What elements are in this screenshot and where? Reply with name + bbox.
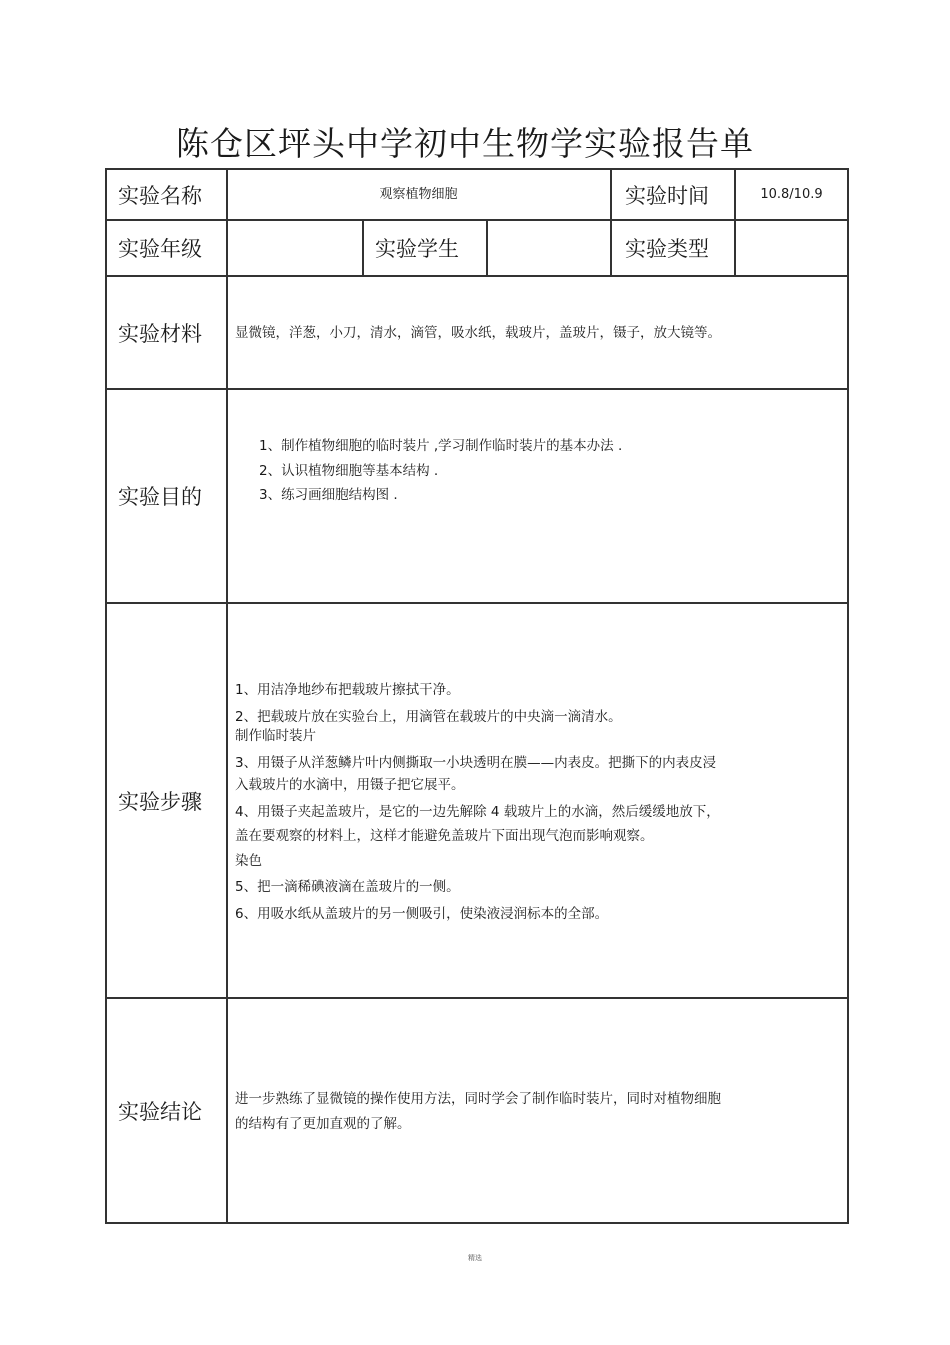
list-item: 染色 (235, 852, 262, 869)
table-divider (105, 388, 849, 390)
experiment-time-value: 10.8/10.9 (760, 187, 823, 202)
table-border (105, 1222, 849, 1224)
conclusion-label: 实验结论 (118, 1099, 202, 1124)
materials-label: 实验材料 (118, 321, 202, 346)
table-divider (105, 602, 849, 604)
list-item: 6、用吸水纸从盖玻片的另一侧吸引，使染液浸润标本的全部。 (235, 905, 609, 922)
list-item: 1、用洁净地纱布把载玻片擦拭干净。 (235, 682, 460, 698)
list-item: 盖在要观察的材料上，这样才能避免盖玻片下面出现气泡而影响观察。 (235, 828, 654, 844)
steps-label: 实验步骤 (118, 789, 202, 814)
steps-list (235, 678, 720, 926)
experiment-grade-label: 实验年级 (118, 237, 202, 261)
purpose-label: 实验目的 (118, 485, 202, 509)
experiment-time-label: 实验时间 (625, 183, 709, 208)
table-border (105, 168, 107, 1223)
text-line: 进一步熟练了显微镜的操作使用方法，同时学会了制作临时装片，同时对植物细胞 (235, 1091, 721, 1107)
list-item: 制作临时装片 (235, 728, 316, 744)
conclusion-text (235, 1087, 721, 1136)
list-item: 2、把载玻片放在实验台上，用滴管在载玻片的中央滴一滴清水。 (235, 708, 622, 725)
text-line: 的结构有了更加直观的了解。 (235, 1115, 411, 1132)
experiment-name-label: 实验名称 (118, 183, 202, 208)
experiment-name-value: 观察植物细胞 (379, 187, 458, 202)
experiment-student-label: 实验学生 (375, 237, 459, 261)
table-divider (105, 997, 849, 999)
materials-text: 显微镜，洋葱，小刀，清水，滴管，吸水纸，载玻片，盖玻片，镊子，放大镜等。 (235, 325, 721, 341)
table-divider (226, 168, 228, 1223)
list-item: 3、用镊子从洋葱鳞片叶内侧撕取一小块透明在膜——内表皮。把撕下的内表皮浸 (235, 754, 717, 771)
purpose-list (259, 434, 622, 508)
table-divider (362, 219, 364, 276)
list-item: 4、用镊子夹起盖玻片，是它的一边先解除 4 载玻片上的水滴，然后缓缓地放下， (235, 803, 720, 820)
table-border (847, 168, 849, 1223)
list-item: 3、练习画细胞结构图 . (259, 487, 398, 503)
page-title: 陈仓区坪头中学初中生物学实验报告单 (176, 124, 754, 163)
page-footer: 精选 (468, 1254, 482, 1262)
table-divider (610, 168, 612, 276)
experiment-type-label: 实验类型 (625, 237, 709, 261)
list-item: 5、把一滴稀碘液滴在盖玻片的一侧。 (235, 879, 460, 895)
table-divider (105, 219, 849, 221)
list-item: 1、制作植物细胞的临时装片 ,学习制作临时装片的基本办法 . (259, 438, 623, 454)
table-divider (486, 219, 488, 276)
list-item: 入载玻片的水滴中，用镊子把它展平。 (235, 777, 465, 793)
list-item: 2、认识植物细胞等基本结构 . (259, 462, 439, 479)
